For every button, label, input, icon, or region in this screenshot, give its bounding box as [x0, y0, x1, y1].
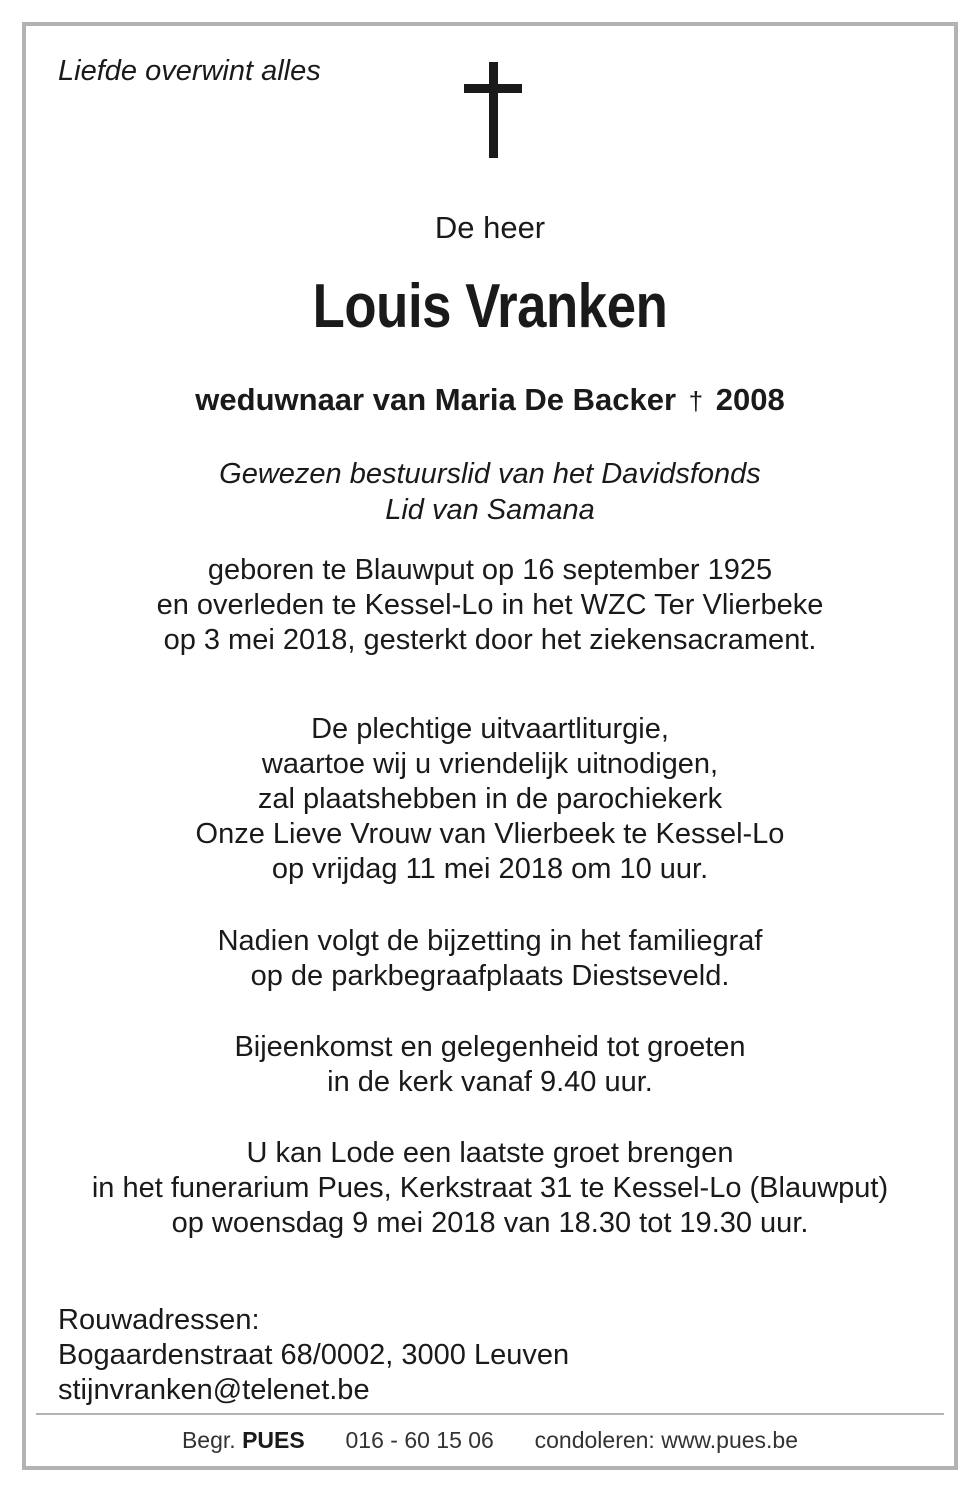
street-address: Bogaardenstraat 68/0002, 3000 Leuven [58, 1339, 570, 1371]
dagger-icon: † [688, 386, 704, 416]
text-line: waartoe wij u vriendelijk uitnodigen, [261, 748, 719, 780]
addresses-label: Rouwadressen: [58, 1304, 260, 1336]
funeral-block [0, 712, 980, 887]
text-line: op woensdag 9 mei 2018 van 18.30 tot 19.30 uur. [171, 1207, 809, 1239]
widower-year: 2008 [715, 382, 785, 417]
text-line: op vrijdag 11 mei 2018 om 10 uur. [271, 853, 709, 885]
footer-divider [36, 1413, 944, 1415]
cross-icon [464, 62, 522, 158]
text-line: Nadien volgt de bijzetting in het familiegraf [217, 925, 763, 957]
role-line: Lid van Samana [385, 494, 595, 526]
visitation-block [0, 1136, 980, 1241]
mourning-addresses [58, 1303, 569, 1408]
text-line: en overleden te Kessel-Lo in het WZC Ter Vlierbeke [156, 589, 824, 621]
text-line: geboren te Blauwput op 16 september 1925 [207, 554, 773, 586]
condolence-link[interactable]: condoleren: www.pues.be [534, 1427, 799, 1453]
text-line: U kan Lode een laatste groet brengen [246, 1137, 734, 1169]
text-line: op 3 mei 2018, gesterkt door het ziekensacrament. [163, 624, 817, 656]
phone-number: 016 - 60 15 06 [345, 1427, 494, 1453]
widower-line [0, 380, 980, 421]
footer [0, 1424, 980, 1456]
text-line: Bijeenkomst en gelegenheid tot groeten [234, 1031, 746, 1063]
widower-text: weduwnaar van Maria De Backer [195, 382, 677, 417]
role-line: Gewezen bestuurslid van het Davidsfonds [219, 458, 761, 490]
roles [0, 456, 980, 528]
motto: Liefde overwint alles [58, 55, 321, 87]
text-line: in de kerk vanaf 9.40 uur. [327, 1066, 653, 1098]
gathering-block [0, 1030, 980, 1100]
email-address: stijnvranken@telenet.be [58, 1374, 370, 1406]
honorific: De heer [434, 210, 546, 245]
text-line: op de parkbegraafplaats Diestseveld. [250, 960, 730, 992]
text-line: in het funerarium Pues, Kerkstraat 31 te Kessel-Lo (Blauwput) [91, 1172, 889, 1204]
birth-death-block [0, 553, 980, 658]
burial-block [0, 924, 980, 994]
text-line: zal plaatshebben in de parochiekerk [257, 783, 723, 815]
funeral-company: PUES [242, 1427, 305, 1453]
text-line: De plechtige uitvaartliturgie, [311, 713, 669, 745]
deceased-name: Louis Vranken [312, 272, 668, 341]
text-line: Onze Lieve Vrouw van Vlierbeek te Kessel-Lo [195, 818, 785, 850]
footer-prefix: Begr. [181, 1427, 236, 1453]
